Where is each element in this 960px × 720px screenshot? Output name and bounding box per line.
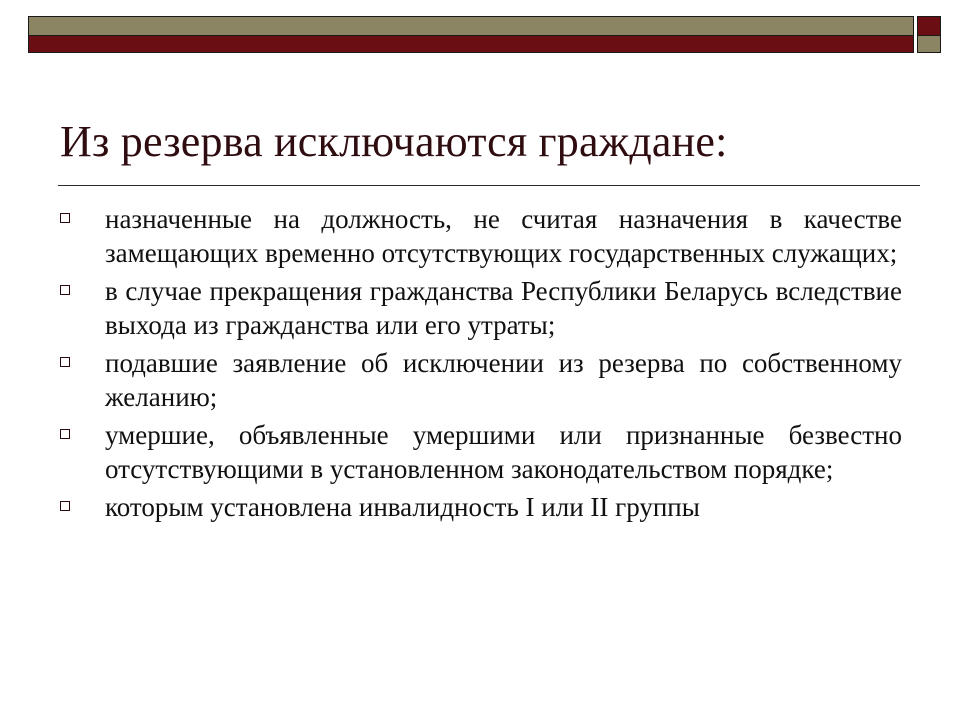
header-bar-maroon xyxy=(28,35,914,53)
slide-title: Из резерва исключаются граждане: xyxy=(60,117,728,166)
header-square-olive xyxy=(917,35,941,53)
bullet-item xyxy=(60,274,902,342)
bullet-item xyxy=(60,490,902,524)
bullet-item xyxy=(60,346,902,414)
square-bullet-icon xyxy=(60,285,70,295)
square-bullet-icon xyxy=(60,429,70,439)
bullet-text: назначенные на должность, не считая назначения в качестве замещающих временно отсутствующих государственных служащих; xyxy=(105,204,902,268)
title-divider xyxy=(58,185,920,186)
bullet-item xyxy=(60,202,902,270)
bullet-text: которым установлена инвалидность I или II группы xyxy=(105,492,700,522)
bullet-list xyxy=(60,202,902,528)
bullet-item xyxy=(60,418,902,486)
header-square-maroon xyxy=(917,16,941,36)
square-bullet-icon xyxy=(60,357,70,367)
square-bullet-icon xyxy=(60,501,70,511)
bullet-text: подавшие заявление об исключении из резерва по собственному желанию; xyxy=(105,348,902,412)
bullet-text: умершие, объявленные умершими или признанные безвестно отсутствующими в установленном законодательством порядке; xyxy=(105,420,902,484)
header-bar-olive xyxy=(28,16,914,36)
square-bullet-icon xyxy=(60,213,70,223)
bullet-text: в случае прекращения гражданства Республики Беларусь вследствие выхода из гражданства или его утраты; xyxy=(105,276,902,340)
